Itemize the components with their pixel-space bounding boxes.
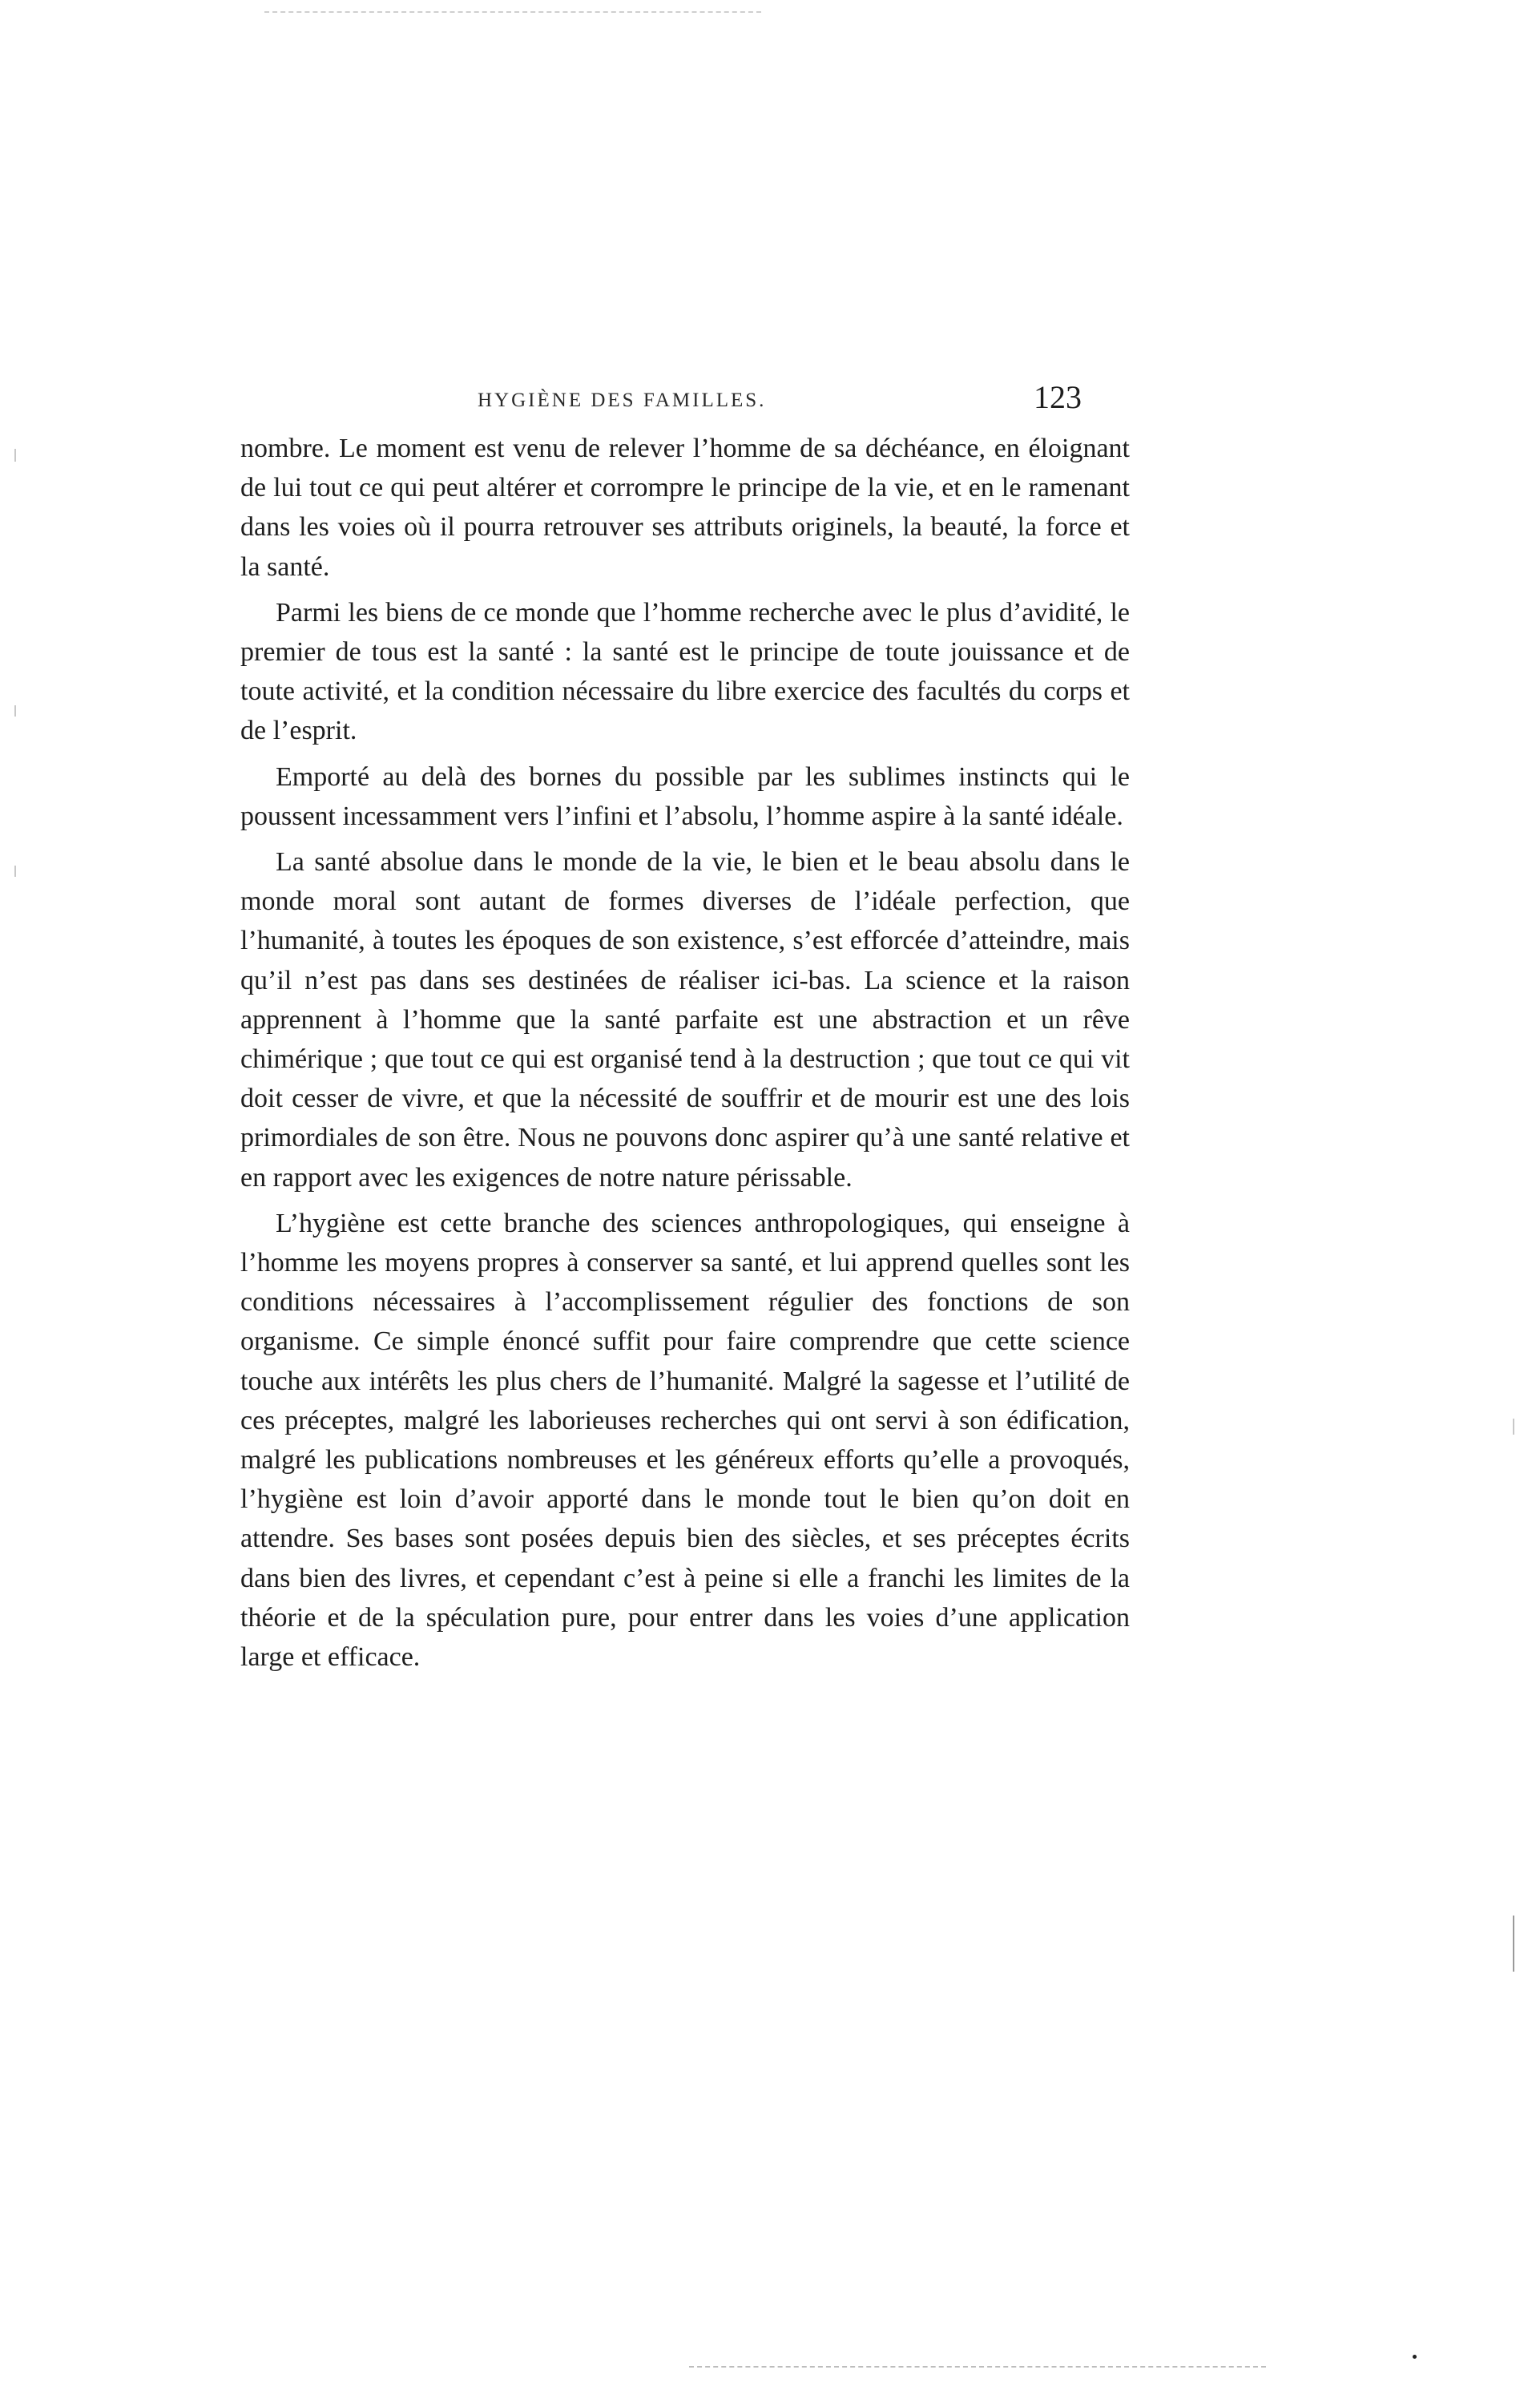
running-head: HYGIÈNE DES FAMILLES. [478, 390, 767, 411]
paragraph-4: La santé absolue dans le monde de la vie, le bien et le beau absolu dans le monde moral sont autant de formes diverses de l’idéale perfection, que l’humanité, à toutes les époques de son existence, s’est efforcée d’atteindre, mais qu’il n’est pas dans ses destinées de réaliser ici-bas. La science et la raison apprennent à l’homme que la santé parfaite est une abstraction et un rêve chimérique ; que tout ce qui est organisé tend à la destruction ; que tout ce qui vit doit cesser de vivre, et que la nécessité de souffrir et de mourir est une des lois primordiales de son être. Nous ne pouvons donc aspirer qu’à une santé relative et en rapport avec les exigences de notre nature périssable. [240, 847, 1130, 1193]
scan-artifact-tick [14, 449, 16, 462]
scan-artifact-tick [1513, 1916, 1514, 1972]
paragraph-3: Emporté au delà des bornes du possible par les sublimes instincts qui le poussent incessamment vers l’infini et l’absolu, l’homme aspire à la santé idéale. [240, 761, 1130, 831]
body-text [240, 429, 1130, 1683]
scan-artifact-tick [1513, 1419, 1514, 1435]
paragraph-1: nombre. Le moment est venu de relever l’homme de sa déchéance, en éloignant de lui tout ce qui peut altérer et corrompre le principe de la vie, et en le ramenant dans les voies où il pourra retrouver ses attributs originels, la beauté, la force et la santé. [240, 434, 1130, 582]
scan-artifact-tick [14, 705, 16, 717]
paragraph-5: L’hygiène est cette branche des sciences anthropologiques, qui enseigne à l’homme les moyens propres à conserver sa santé, et lui apprend quelles sont les conditions nécessaires à l’accomplissement régulier des fonctions de son organisme. Ce simple énoncé suffit pour faire comprendre que cette science touche aux intérêts les plus chers de l’humanité. Malgré la sagesse et l’utilité de ces préceptes, malgré les laborieuses recherches qui ont servi à son édification, malgré les publications nombreuses et les généreux efforts qu’elle a provoqués, l’hygiène est loin d’avoir apporté dans le monde tout le bien qu’on doit en attendre. Ses bases sont posées depuis bien des siècles, et ses préceptes écrits dans bien des livres, et cependant c’est à peine si elle a franchi les limites de la théorie et de la spéculation pure, pour entrer dans les voies d’une application large et efficace. [240, 1208, 1130, 1673]
scan-artifact-top [264, 11, 761, 13]
page-number: 123 [1034, 379, 1082, 415]
scan-artifact-tick [14, 866, 16, 877]
scan-artifact-dot [1413, 2355, 1417, 2359]
paragraph-2: Parmi les biens de ce monde que l’homme recherche avec le plus d’avidité, le premier de tous est la santé : la santé est le principe de toute jouissance et de toute activité, et la condition nécessaire du libre exercice des facultés du corps et de l’esprit. [240, 597, 1130, 746]
scan-artifact-bottom [689, 2366, 1266, 2368]
